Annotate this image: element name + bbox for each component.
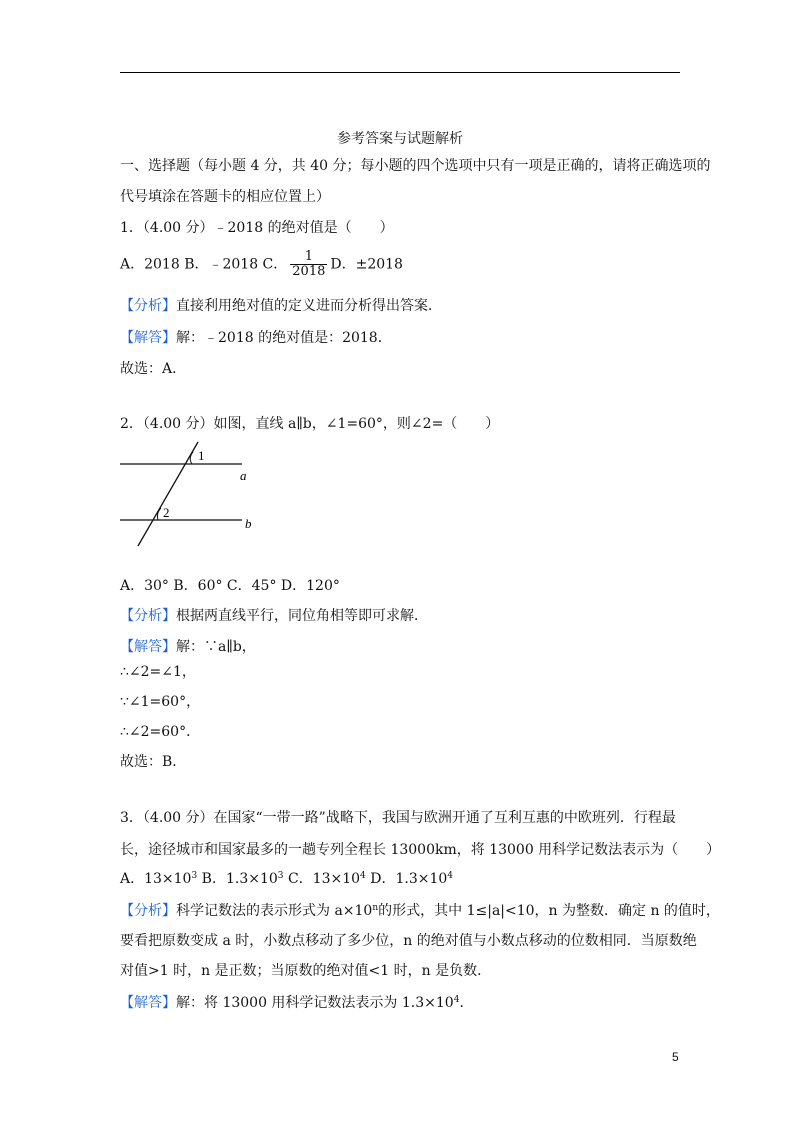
solution-tag: 【解答】 (120, 995, 176, 1011)
q3-analysis-text-b: 的形式，其中 1≤|a|<10，n 为整数．确定 n 的值时， (378, 903, 720, 919)
q2-solution-step2: ∴∠2=∠1， (120, 664, 196, 680)
q2-analysis (120, 606, 428, 626)
q1-option-d: D．±2018 (330, 256, 403, 273)
q3-option-b: B．1.3×10 (197, 871, 278, 887)
q2-solution (120, 637, 256, 657)
analysis-tag: 【分析】 (120, 903, 176, 919)
line-a-label: a (240, 468, 247, 483)
q2-options: A．30° B．60° C．45° D．120° (120, 578, 340, 594)
q2-stem: 2．（4.00 分）如图，直线 a∥b，∠1=60°，则∠2=（ ） (120, 416, 500, 432)
q1-solution-text: 解：﹣2018 的绝对值是：2018． (176, 330, 392, 346)
q3-option-a-exponent: 3 (191, 871, 198, 881)
q3-analysis-line2: 要看把原数变成 a 时，小数点移动了多少位，n 的绝对值与小数点移动的位数相同．当原数绝 (120, 933, 697, 949)
solution-tag: 【解答】 (120, 330, 176, 346)
header-rule (120, 72, 680, 73)
page-title: 参考答案与试题解析 (337, 131, 463, 147)
section-instructions-line2: 代号填涂在答题卡的相应位置上） (120, 189, 330, 205)
angle1-label: 1 (198, 448, 205, 463)
q3-analysis-line1 (120, 901, 720, 921)
q2-solution-step1: 解：∵a∥b， (176, 639, 256, 655)
page-number: 5 (672, 1050, 679, 1064)
analysis-tag: 【分析】 (120, 608, 176, 624)
q3-solution-end: ． (459, 995, 474, 1011)
q1-options (120, 250, 403, 279)
section-instructions-line1: 一、选择题（每小题 4 分，共 40 分；每小题的四个选项中只有一项是正确的，请将正确选项的 (120, 158, 711, 174)
q2-solution-step3: ∵∠1=60°， (120, 694, 201, 710)
fraction-denominator: 2018 (292, 264, 326, 279)
q3-option-d-exponent: 4 (447, 871, 453, 881)
q3-stem-line1: 3．（4.00 分）在国家“一带一路”战略下，我国与欧洲开通了互利互惠的中欧班列．行程最 (120, 810, 676, 826)
q3-analysis-line3: 对值>1 时，n 是正数；当原数的绝对值<1 时，n 是负数． (120, 963, 492, 979)
solution-tag: 【解答】 (120, 639, 176, 655)
parallel-lines-figure (118, 440, 278, 550)
q3-option-a: A．13×10 (120, 871, 192, 887)
fraction-numerator: 1 (304, 249, 313, 264)
q2-choice: 故选：B． (120, 754, 187, 770)
q3-option-c-exponent: 4 (360, 871, 366, 881)
q1-stem: 1．（4.00 分）﹣2018 的绝对值是（ ） (120, 220, 394, 236)
q3-solution-text: 解：将 13000 用科学记数法表示为 1.3×10 (176, 995, 454, 1011)
q1-solution (120, 328, 392, 348)
q3-solution (120, 993, 473, 1013)
q1-options-ab: A．2018 B．﹣2018 C． (120, 256, 288, 273)
q3-option-b-exponent: 3 (277, 871, 284, 881)
q2-analysis-text: 根据两直线平行，同位角相等即可求解． (176, 608, 428, 624)
q3-analysis-text-a: 科学记数法的表示形式为 a×10 (176, 903, 373, 919)
transversal-line (138, 442, 198, 546)
angle2-label: 2 (163, 505, 170, 520)
q3-options (120, 869, 453, 889)
q1-option-c-fraction (290, 250, 327, 279)
q2-solution-step4: ∴∠2=60°． (120, 724, 201, 740)
q1-analysis (120, 296, 442, 316)
q3-option-d: D．1.3×10 (365, 871, 448, 887)
analysis-tag: 【分析】 (120, 298, 176, 314)
line-b-label: b (245, 516, 252, 531)
q3-option-c: C．13×10 (283, 871, 361, 887)
angle2-arc (157, 508, 161, 520)
q1-analysis-text: 直接利用绝对值的定义进而分析得出答案． (176, 298, 442, 314)
q3-solution-exponent: 4 (453, 995, 460, 1005)
q3-analysis-exponent: n (372, 903, 379, 913)
q1-choice: 故选：A． (120, 361, 187, 377)
q3-stem-line2: 长，途径城市和国家最多的一趟专列全程长 13000km，将 13000 用科学记数法表示为（ ） (120, 842, 721, 858)
